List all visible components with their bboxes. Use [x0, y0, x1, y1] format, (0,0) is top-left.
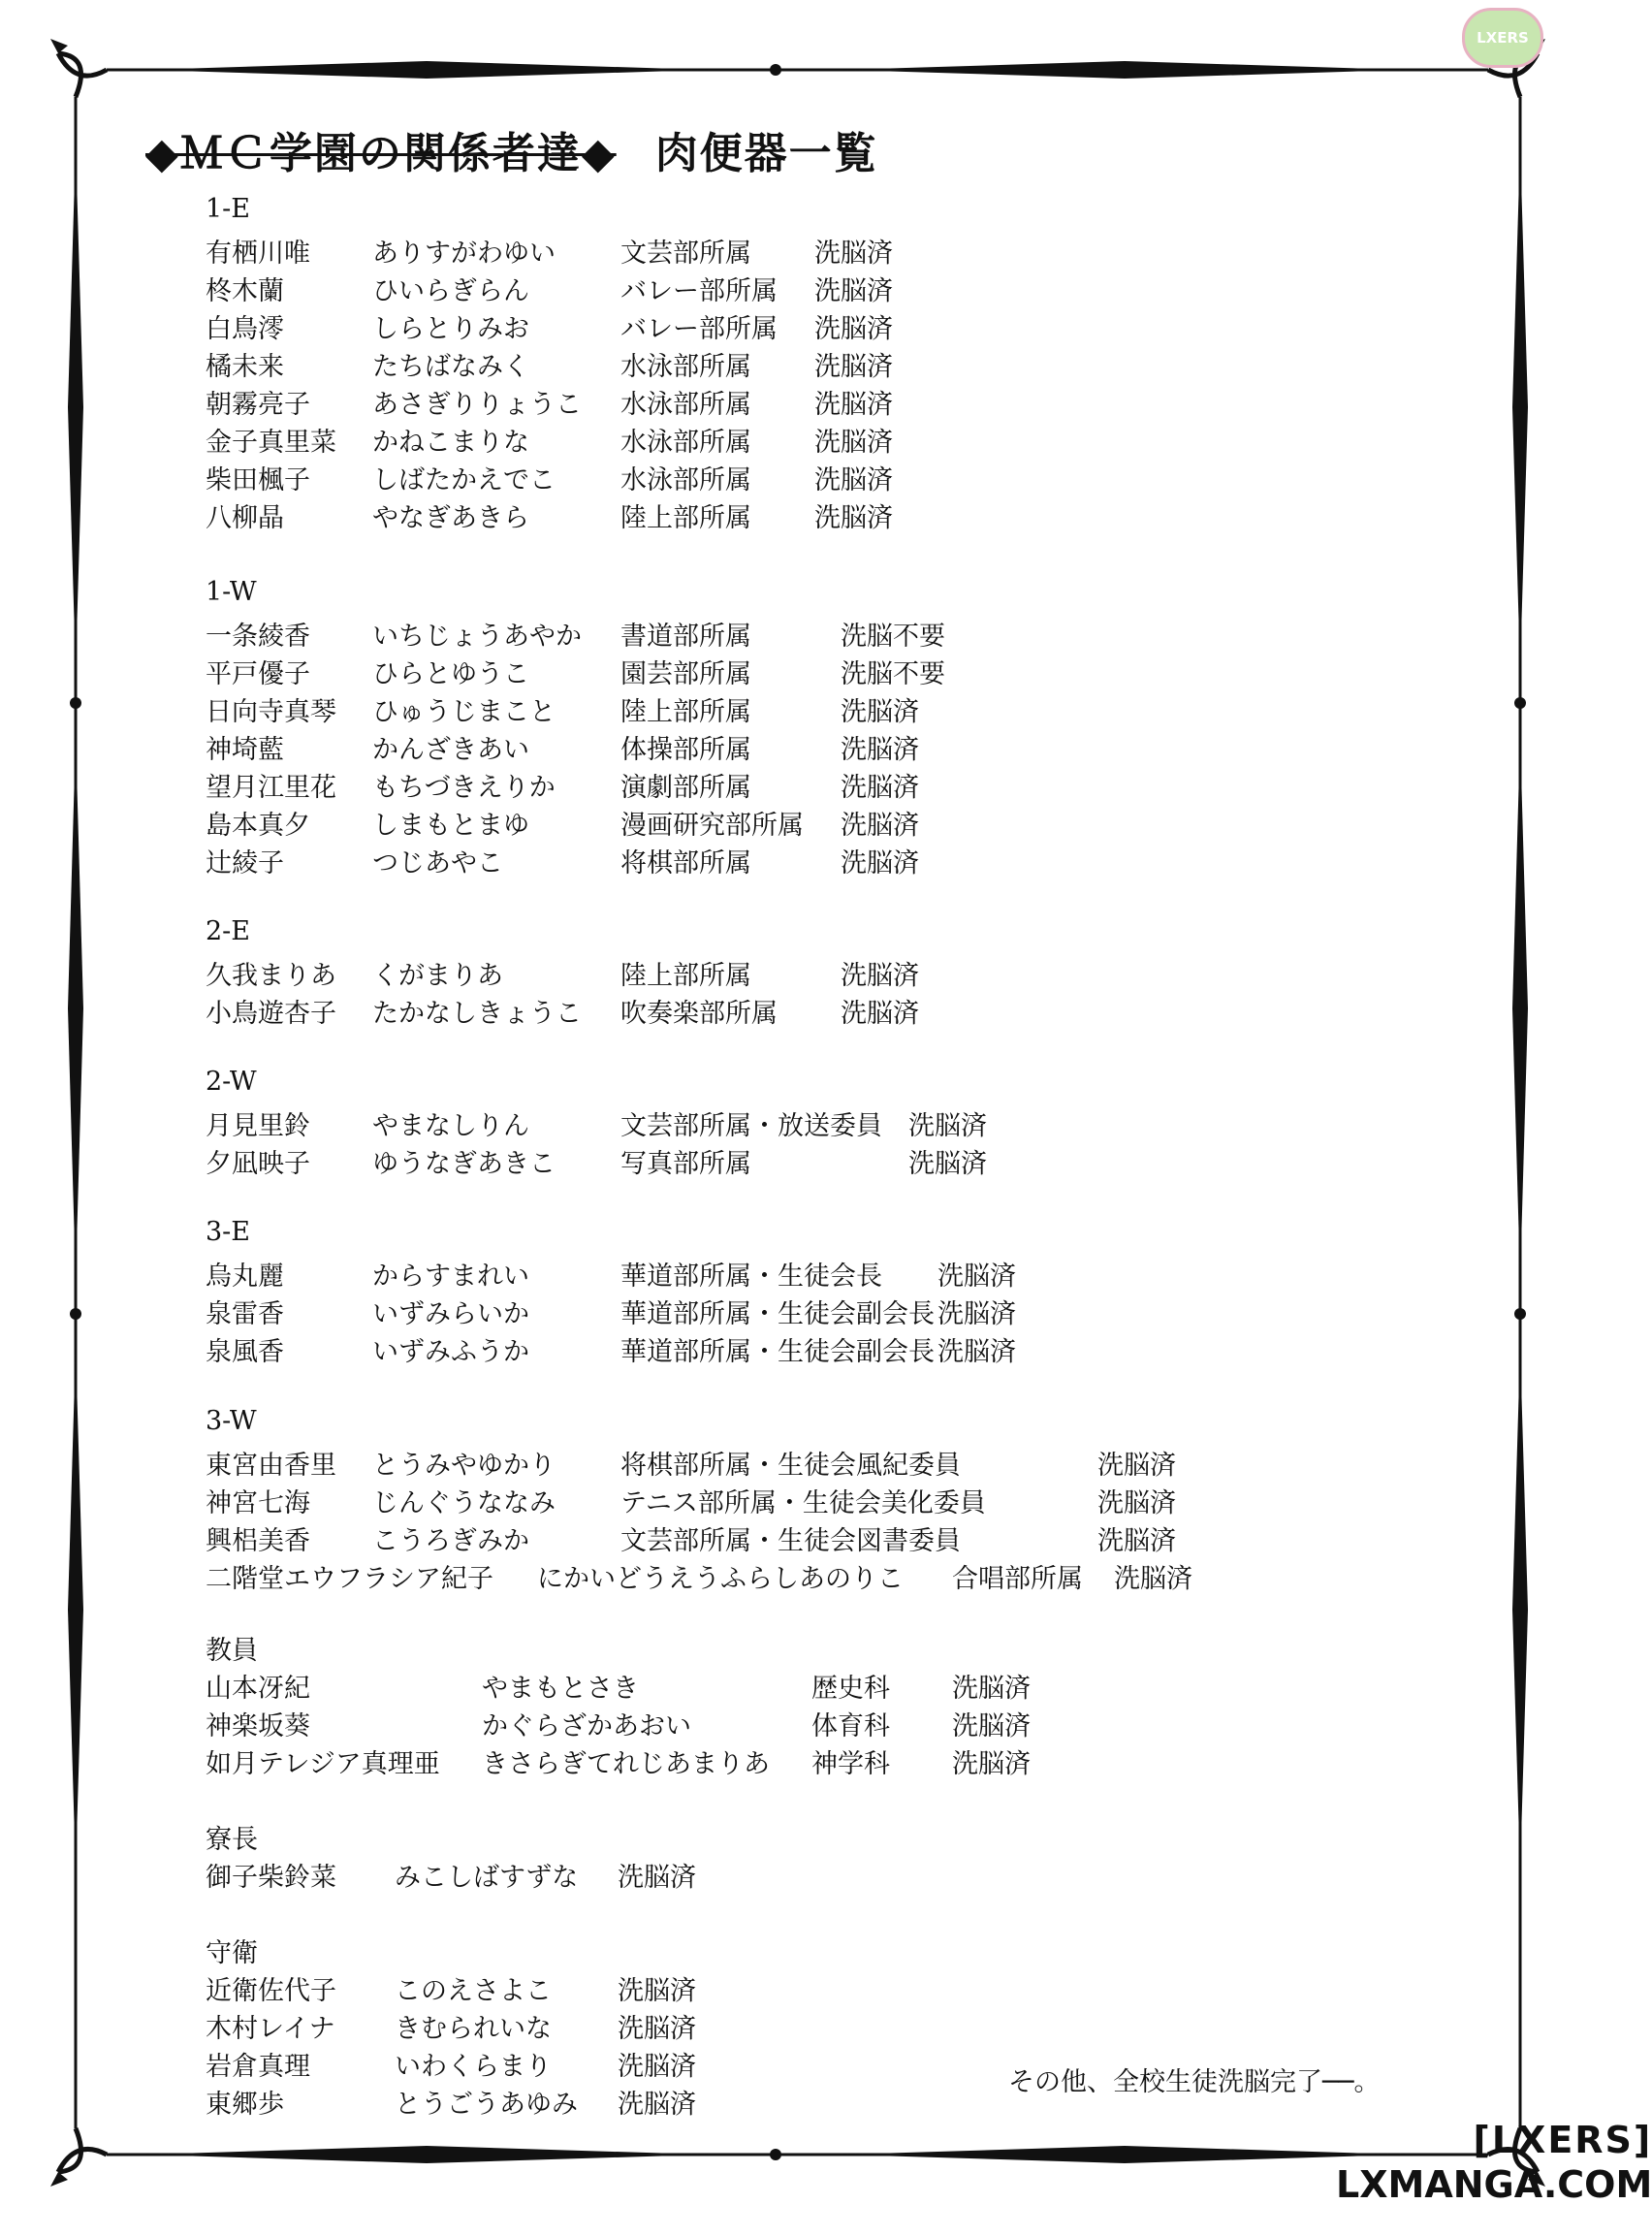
member-affiliation: 将棋部所属・生徒会風紀委員 — [620, 1451, 961, 1481]
member-status: 洗脳済 — [1097, 1526, 1176, 1556]
member-status: 洗脳済 — [908, 1149, 987, 1179]
member-status: 洗脳済 — [952, 1674, 1031, 1704]
section-heading: 1-W — [206, 577, 257, 607]
member-status: 洗脳済 — [937, 1337, 1016, 1367]
member-name: 近衛佐代子 — [206, 1976, 336, 2006]
title-struck: ◆ＭＣ学園の関係者達◆ — [145, 129, 617, 178]
member-affiliation: 体操部所属 — [620, 735, 751, 765]
member-reading: ひゅうじまこと — [372, 697, 556, 727]
member-reading: いわくらまり — [395, 2052, 552, 2082]
member-status: 洗脳済 — [937, 1262, 1016, 1292]
member-status: 洗脳済 — [1114, 1564, 1192, 1594]
member-reading: ひらとゆうこ — [372, 659, 529, 689]
member-affiliation: 水泳部所属 — [620, 428, 751, 458]
section-heading: 3-W — [206, 1406, 257, 1436]
member-name: 金子真里菜 — [206, 428, 336, 458]
member-affiliation: 体育科 — [811, 1711, 890, 1741]
title-main: 肉便器一覧 — [654, 129, 878, 178]
member-name: 夕凪映子 — [206, 1149, 310, 1179]
member-affiliation: 演劇部所属 — [620, 773, 751, 803]
watermark-site: LXMANGA.COM — [1336, 2163, 1652, 2206]
page-title — [145, 118, 878, 180]
section-heading: 1-E — [206, 194, 251, 224]
member-status: 洗脳済 — [618, 1976, 696, 2006]
member-name: 久我まりあ — [206, 961, 336, 991]
member-status: 洗脳済 — [814, 352, 893, 382]
member-reading: このえさよこ — [395, 1976, 552, 2006]
member-affiliation: 華道部所属・生徒会副会長 — [620, 1299, 935, 1329]
member-affiliation: 華道部所属・生徒会長 — [620, 1262, 882, 1292]
member-affiliation: バレー部所属 — [620, 314, 778, 344]
member-affiliation: バレー部所属 — [620, 276, 778, 306]
member-status: 洗脳済 — [841, 735, 919, 765]
member-name: 二階堂エウフラシア紀子 — [206, 1564, 493, 1594]
member-reading: かねこまりな — [372, 428, 529, 458]
member-reading: しまもとまゆ — [372, 811, 529, 841]
member-name: 望月江里花 — [206, 773, 336, 803]
member-affiliation: 園芸部所属 — [620, 659, 751, 689]
member-affiliation: 水泳部所属 — [620, 390, 751, 420]
member-status: 洗脳済 — [814, 428, 893, 458]
member-status: 洗脳済 — [841, 697, 919, 727]
member-reading: やまなしりん — [372, 1111, 529, 1141]
member-status: 洗脳済 — [618, 1863, 696, 1893]
member-reading: いちじょうあやか — [372, 622, 582, 652]
member-reading: ひいらぎらん — [372, 276, 529, 306]
member-name: 柴田楓子 — [206, 465, 310, 495]
member-status: 洗脳済 — [618, 2052, 696, 2082]
section-heading: 3-E — [206, 1217, 251, 1247]
member-reading: きむられいな — [395, 2014, 552, 2044]
member-status: 洗脳済 — [841, 848, 919, 878]
member-status: 洗脳済 — [814, 276, 893, 306]
member-name: 神宮七海 — [206, 1488, 310, 1518]
watermark-brand: [LXERS] — [1473, 2119, 1652, 2161]
member-reading: やなぎあきら — [372, 503, 529, 533]
watermark-logo-top: LXERS — [1462, 8, 1543, 68]
member-status: 洗脳済 — [814, 503, 893, 533]
member-affiliation: テニス部所属・生徒会美化委員 — [620, 1488, 986, 1518]
member-affiliation: 文芸部所属 — [620, 239, 751, 269]
member-reading: しらとりみお — [372, 314, 529, 344]
member-status: 洗脳済 — [618, 2090, 696, 2120]
member-name: 山本冴紀 — [206, 1674, 310, 1704]
member-affiliation: 歴史科 — [811, 1674, 890, 1704]
member-reading: きさらぎてれじあまりあ — [482, 1749, 770, 1779]
member-name: 烏丸麗 — [206, 1262, 284, 1292]
member-status: 洗脳済 — [1097, 1451, 1176, 1481]
member-affiliation: 吹奏楽部所属 — [620, 999, 778, 1029]
member-reading: ありすがわゆい — [372, 239, 556, 269]
member-name: 辻綾子 — [206, 848, 284, 878]
member-reading: たちばなみく — [372, 352, 529, 382]
member-name: 平戸優子 — [206, 659, 310, 689]
section-heading: 2-E — [206, 916, 251, 946]
member-reading: やまもとさき — [482, 1674, 639, 1704]
member-name: 月見里鈴 — [206, 1111, 310, 1141]
member-affiliation: 文芸部所属・放送委員 — [620, 1111, 882, 1141]
member-affiliation: 文芸部所属・生徒会図書委員 — [620, 1526, 961, 1556]
member-name: 御子柴鈴菜 — [206, 1863, 336, 1893]
member-reading: とうごうあゆみ — [395, 2090, 578, 2120]
member-reading: こうろぎみか — [372, 1526, 529, 1556]
member-status: 洗脳済 — [937, 1299, 1016, 1329]
member-name: 柊木蘭 — [206, 276, 284, 306]
member-name: 岩倉真理 — [206, 2052, 310, 2082]
member-reading: つじあやこ — [372, 848, 503, 878]
member-name: 泉風香 — [206, 1337, 284, 1367]
member-status: 洗脳済 — [841, 999, 919, 1029]
member-name: 橘未来 — [206, 352, 284, 382]
member-affiliation: 華道部所属・生徒会副会長 — [620, 1337, 935, 1367]
member-affiliation: 水泳部所属 — [620, 465, 751, 495]
member-status: 洗脳済 — [841, 773, 919, 803]
member-reading: とうみやゆかり — [372, 1451, 556, 1481]
member-reading: かんざきあい — [372, 735, 529, 765]
member-reading: たかなしきょうこ — [372, 999, 582, 1029]
member-reading: ゆうなぎあきこ — [372, 1149, 556, 1179]
member-status: 洗脳済 — [908, 1111, 987, 1141]
member-status: 洗脳済 — [814, 390, 893, 420]
member-name: 泉雷香 — [206, 1299, 284, 1329]
member-status: 洗脳済 — [814, 465, 893, 495]
member-name: 有栖川唯 — [206, 239, 310, 269]
member-status: 洗脳不要 — [841, 659, 945, 689]
member-affiliation: 神学科 — [811, 1749, 890, 1779]
member-name: 白鳥澪 — [206, 314, 284, 344]
member-status: 洗脳不要 — [841, 622, 945, 652]
member-status: 洗脳済 — [952, 1749, 1031, 1779]
member-affiliation: 陸上部所属 — [620, 503, 751, 533]
member-reading: もちづきえりか — [372, 773, 556, 803]
member-name: 木村レイナ — [206, 2014, 335, 2044]
member-status: 洗脳済 — [1097, 1488, 1176, 1518]
member-name: 東郷歩 — [206, 2090, 284, 2120]
member-reading: かぐらざかあおい — [482, 1711, 691, 1741]
member-name: 如月テレジア真理亜 — [206, 1749, 440, 1779]
member-affiliation: 陸上部所属 — [620, 697, 751, 727]
member-status: 洗脳済 — [814, 239, 893, 269]
member-name: 興梠美香 — [206, 1526, 310, 1556]
member-name: 東宮由香里 — [206, 1451, 336, 1481]
member-reading: じんぐうななみ — [372, 1488, 556, 1518]
member-status: 洗脳済 — [952, 1711, 1031, 1741]
member-affiliation: 陸上部所属 — [620, 961, 751, 991]
member-reading: いずみふうか — [372, 1337, 529, 1367]
member-name: 神埼藍 — [206, 735, 284, 765]
member-reading: みこしばすずな — [395, 1863, 579, 1893]
member-name: 神楽坂葵 — [206, 1711, 310, 1741]
member-reading: くがまりあ — [372, 961, 503, 991]
member-affiliation: 将棋部所属 — [620, 848, 751, 878]
member-reading: いずみらいか — [372, 1299, 529, 1329]
member-name: 八柳晶 — [206, 503, 284, 533]
member-affiliation: 写真部所属 — [620, 1149, 751, 1179]
member-reading: あさぎりりょうこ — [372, 390, 582, 420]
member-reading: からすまれい — [372, 1262, 529, 1292]
footer-note: その他、全校生徒洗脳完了──。 — [1008, 2067, 1381, 2097]
member-name: 小鳥遊杏子 — [206, 999, 336, 1029]
member-name: 日向寺真琴 — [206, 697, 336, 727]
member-affiliation: 合唱部所属 — [952, 1564, 1083, 1594]
member-affiliation: 書道部所属 — [620, 622, 751, 652]
member-name: 朝霧亮子 — [206, 390, 310, 420]
member-reading: にかいどうえうふらしあのりこ — [537, 1564, 904, 1594]
member-status: 洗脳済 — [618, 2014, 696, 2044]
section-heading: 2-W — [206, 1067, 257, 1097]
member-affiliation: 漫画研究部所属 — [620, 811, 804, 841]
section-heading: 教員 — [206, 1636, 258, 1666]
member-status: 洗脳済 — [841, 811, 919, 841]
section-heading: 寮長 — [206, 1825, 258, 1855]
member-name: 一条綾香 — [206, 622, 310, 652]
member-affiliation: 水泳部所属 — [620, 352, 751, 382]
member-reading: しばたかえでこ — [372, 465, 556, 495]
member-status: 洗脳済 — [841, 961, 919, 991]
watermark-bottom — [1336, 2119, 1652, 2206]
member-name: 島本真夕 — [206, 811, 310, 841]
section-heading: 守衛 — [206, 1938, 258, 1968]
member-status: 洗脳済 — [814, 314, 893, 344]
